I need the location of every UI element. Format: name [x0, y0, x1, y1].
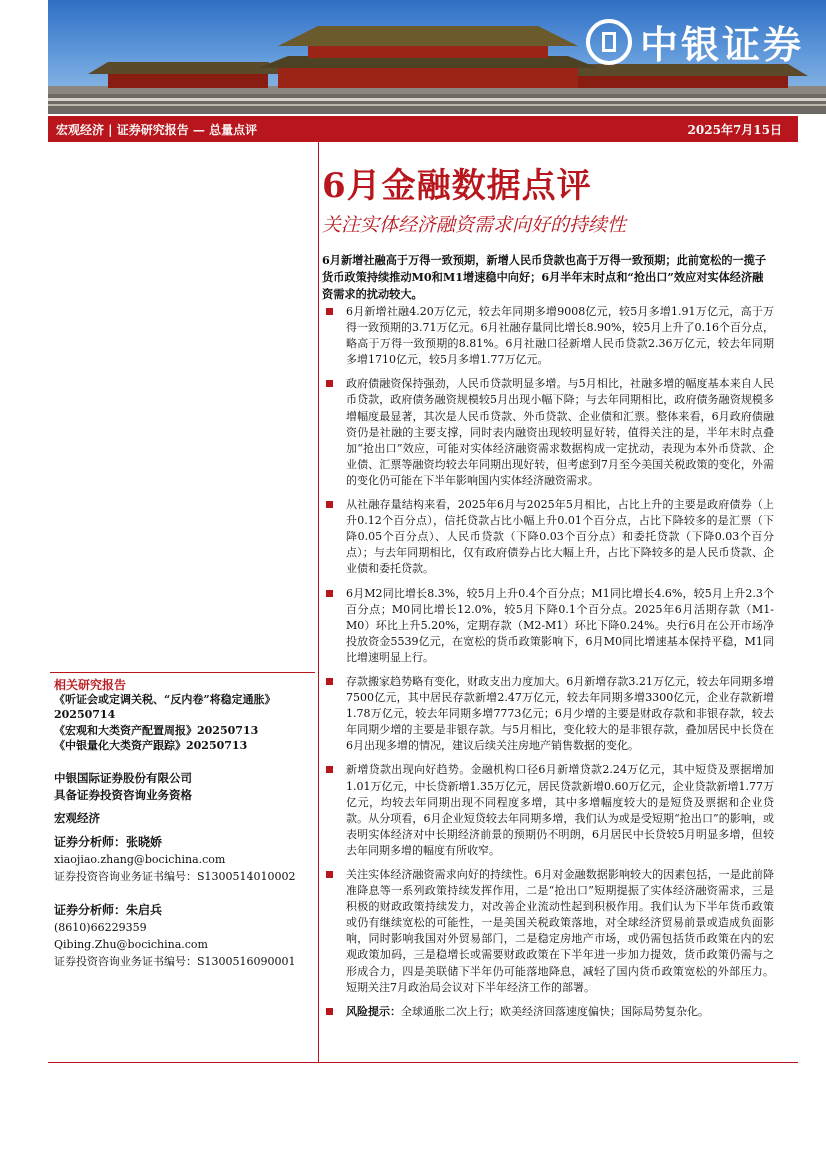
- bullet-square-icon: [326, 308, 333, 315]
- bullet-square-icon: [326, 501, 333, 508]
- list-item: [322, 304, 774, 368]
- analyst-name: 朱启兵: [126, 903, 163, 917]
- list-item: [322, 376, 774, 489]
- bullet-square-icon: [326, 766, 333, 773]
- header-banner: [48, 0, 826, 114]
- list-item: [322, 497, 774, 577]
- bullet-square-icon: [326, 678, 333, 685]
- bullet-text: 关注实体经济融资需求向好的持续性。6月对金融数据影响较大的因素包括，一是此前降准降息等一系列政策持续发挥作用，二是“抢出口”短期提振了实体经济融资需求，三是积极的财政政策持续发力，对改善企业流动性起到积极作用。我们认为下半年货币政策或仍有继续宽松的可能性，一是美国关税政策落地，对全球经济贸易前景或造成负面影响，同时影响我国对外贸易部门，二是稳定房地产市场，或仍需包括货币政策在内的宏观政策加码，三是稳增长或需要财政政策在下半年进一步加力提效，货币政策仍需与之形成合力，四是美联储下半年仍可能落地降息，减轻了国内货币政策宽松的外部压力。短期关注7月政治局会议对下半年经济工作的部署。: [346, 868, 774, 994]
- related-report-link[interactable]: 《宏观和大类资产配置周报》20250713: [54, 723, 259, 737]
- column-divider: [318, 142, 319, 1062]
- related-reports-list: [54, 692, 276, 753]
- bullet-text: 从社融存量结构来看，2025年6月与2025年5月相比，占比上升的主要是政府债券（上升0.12个百分点），信托贷款占比小幅上升0.01个百分点，占比下降较多的是汇票（下降0.05个百分点）、人民币贷款（下降0.03个百分点）和委托贷款（下降0.03个百分点）；与去年同期相比，仅有政府债券占比大幅上升，占比下降较多的是人民币贷款、企业债和委托贷款。: [346, 498, 774, 576]
- bullet-square-icon: [326, 590, 333, 597]
- analyst-email[interactable]: Qibing.Zhu@bocichina.com: [54, 938, 208, 951]
- bullet-square-icon: [326, 871, 333, 878]
- analyst-role: 证券分析师：: [54, 835, 127, 849]
- risk-item: [322, 1004, 774, 1020]
- bullet-text: 存款搬家趋势略有变化，财政支出力度加大。6月新增存款3.21万亿元，较去年同期多增7500亿元，其中居民存款新增2.47万亿元，较去年同期多增3300亿元，企业存款新增1.78万亿元，较去年同期多增7773亿元；6月少增的主要是财政存款和非银存款，较去年同期少增的主要是非银存款。与5月相比，变化较大的是非银存款，叠加居民中长贷在6月出现多增的情况，建议后续关注房地产销售数据的变化。: [346, 674, 774, 753]
- company-name: 中银国际证券股份有限公司: [54, 771, 192, 785]
- bullet-text: 6月新增社融4.20万亿元，较去年同期多增9008亿元，较5月多增1.91万亿元，高于万得一致预期的3.71万亿元。6月社融存量同比增长8.90%，较5月上升了0.16个百分点，略高于万得一致预期的8.81%。6月社融口径新增人民币贷款2.36万亿元，较去年同期多增1710亿元，较5月多增1.77万亿元。: [346, 305, 774, 367]
- analyst-cert: 证券投资咨询业务证书编号：S1300516090001: [54, 955, 296, 968]
- analyst-name: 张晓娇: [126, 835, 163, 849]
- list-item: [322, 867, 774, 996]
- analyst-role: 证券分析师：: [54, 903, 127, 917]
- analyst-block: [54, 902, 296, 970]
- risk-label: 风险提示：: [346, 1004, 401, 1018]
- analyst-phone: (8610)66229359: [54, 921, 147, 934]
- related-report-link[interactable]: 《中银量化大类资产跟踪》20250713: [54, 738, 248, 752]
- brand-name: 中银证券: [639, 22, 804, 67]
- industry-label: 宏观经济: [54, 811, 100, 825]
- bullet-text: 政府债融资保持强劲，人民币贷款明显多增。与5月相比，社融多增的幅度基本来自人民币贷款，政府债务融资规模较5月出现小幅下降；与去年同期相比，政府债务融资规模多增幅度最显著，其次是人民币贷款、外币贷款、企业债和汇票。整体来看，6月政府债融资仍是社融的主要支撑，同时表内融资出现较明显好转，值得关注的是，半年末时点叠加“抢出口”效应，可能对实体经济融资需求数据构成一定扰动，表现为本外币贷款、企业债、汇票等融资均较去年同期出现好转，但考虑到7月至今美国关税政策的变化，外需的变化仍可能在下半年影响国内实体经济融资需求。: [346, 377, 774, 487]
- related-report-date: 20250714: [54, 708, 116, 722]
- analyst-cert: 证券投资咨询业务证书编号：S1300514010002: [54, 870, 296, 883]
- bullet-list: [322, 304, 774, 1028]
- company-qualification: 具备证券投资咨询业务资格: [54, 788, 192, 802]
- bullet-text: 6月M2同比增长8.3%，较5月上升0.4个百分点；M1同比增长4.6%，较5月上升2.3个百分点；M0同比增长12.0%，较5月下降0.1个百分点。2025年6月活期存款（M1-M0）环比上升5.20%，定期存款（M2-M1）环比下降0.24%。央行6月在公开市场净投放资金5539亿元，在宽松的货币政策影响下，6月M0同比增速基本保持平稳，M1同比增速明显上行。: [346, 586, 774, 664]
- company-info: [54, 770, 192, 804]
- sidebar-divider: [50, 672, 315, 673]
- analyst-email[interactable]: xiaojiao.zhang@bocichina.com: [54, 853, 226, 866]
- category-bar: [48, 116, 798, 142]
- footer-divider: [48, 1062, 798, 1063]
- brand-logo: [586, 14, 804, 69]
- list-item: [322, 762, 774, 859]
- list-item: [322, 674, 774, 754]
- related-reports-title: 相关研究报告: [54, 678, 127, 692]
- related-report-link[interactable]: 《听证会或定调关税、“反内卷”将稳定通胀》: [54, 693, 276, 706]
- summary-paragraph: 6月新增社融高于万得一致预期，新增人民币贷款也高于万得一致预期；此前宽松的一揽子货币政策持续推动M0和M1增速稳中向好；6月半年末时点和“抢出口”效应对实体经济融资需求的扰动较大。: [322, 253, 767, 301]
- analyst-block: [54, 834, 296, 885]
- bank-logo-icon: [586, 19, 632, 65]
- page-subtitle: 关注实体经济融资需求向好的持续性: [322, 214, 627, 236]
- list-item: [322, 586, 774, 666]
- breadcrumb: 宏观经济 | 证券研究报告 — 总量点评: [56, 122, 258, 137]
- report-date: 2025年7月15日: [687, 122, 782, 137]
- bullet-text: 新增贷款出现向好趋势。金融机构口径6月新增贷款2.24万亿元，其中短贷及票据增加1.01万亿元，中长贷新增1.35万亿元，居民贷款新增0.60万亿元，企业贷款新增1.77万亿元，均较去年同期出现不同程度多增，其中多增幅度较大的是短贷及票据和企业贷款。从分项看，6月企业短贷较去年同期多增，我们认为或是受短期“抢出口”的影响，或表明实体经济对中长期经济前景的预期仍不明朗，6月居民中长贷较5月明显多增，但较去年同期多增的幅度有所收窄。: [346, 763, 774, 857]
- page-title: 6月金融数据点评: [322, 166, 592, 206]
- bullet-square-icon: [326, 1008, 333, 1015]
- bullet-square-icon: [326, 380, 333, 387]
- risk-text: 全球通胀二次上行；欧美经济回落速度偏快；国际局势复杂化。: [401, 1004, 709, 1018]
